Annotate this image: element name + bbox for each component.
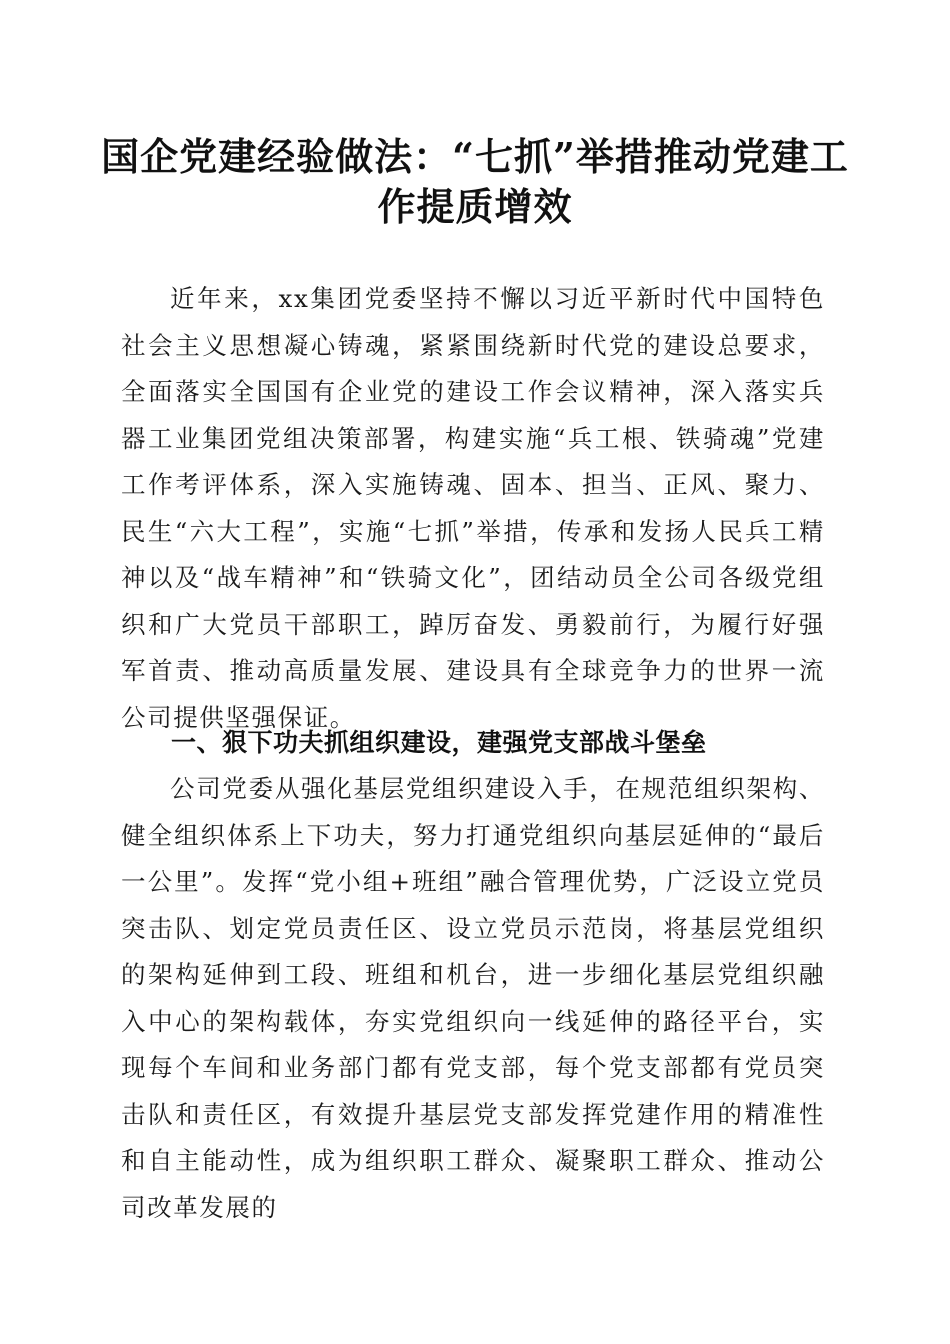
section-paragraph: 公司党委从强化基层党组织建设入手，在规范组织架构、健全组织体系上下功夫，努力打通党组织向基层延伸的“最后一公里”。发挥“党小组+班组”融合管理优势，广泛设立党员突击队、划定党员责任区、设立党员示范岗，将基层党组织的架构延伸到工段、班组和机台，进一步细化基层党组织融入中心的架构载体，夯实党组织向一线延伸的路径平台，实现每个车间和业务部门都有党支部，每个党支部都有党员突击队和责任区，有效提升基层党支部发挥党建作用的精准性和自主能动性，成为组织职工群众、凝聚职工群众、推动公司改革发展的 bbox=[121, 774, 825, 1222]
document-title: 国企党建经验做法：“七抓”举措推动党建工作提质增效 bbox=[101, 134, 849, 229]
intro-paragraph: 近年来，xx集团党委坚持不懈以习近平新时代中国特色社会主义思想凝心铸魂，紧紧围绕新时代党的建设总要求，全面落实全国国有企业党的建设工作会议精神，深入落实兵器工业集团党组决策部署，构建实施“兵工根、铁骑魂”党建工作考评体系，深入实施铸魂、固本、担当、正风、聚力、民生“六大工程”，实施“七抓”举措，传承和发扬人民兵工精神以及“战车精神”和“铁骑文化”，团结动员全公司各级党组织和广大党员干部职工，踔厉奋发、勇毅前行，为履行好强军首责、推动高质量发展、建设具有全球竞争力的世界一流公司提供坚强保证。 bbox=[121, 284, 825, 732]
section-heading: 一、狠下功夫抓组织建设，建强党支部战斗堡垒 bbox=[171, 728, 707, 757]
